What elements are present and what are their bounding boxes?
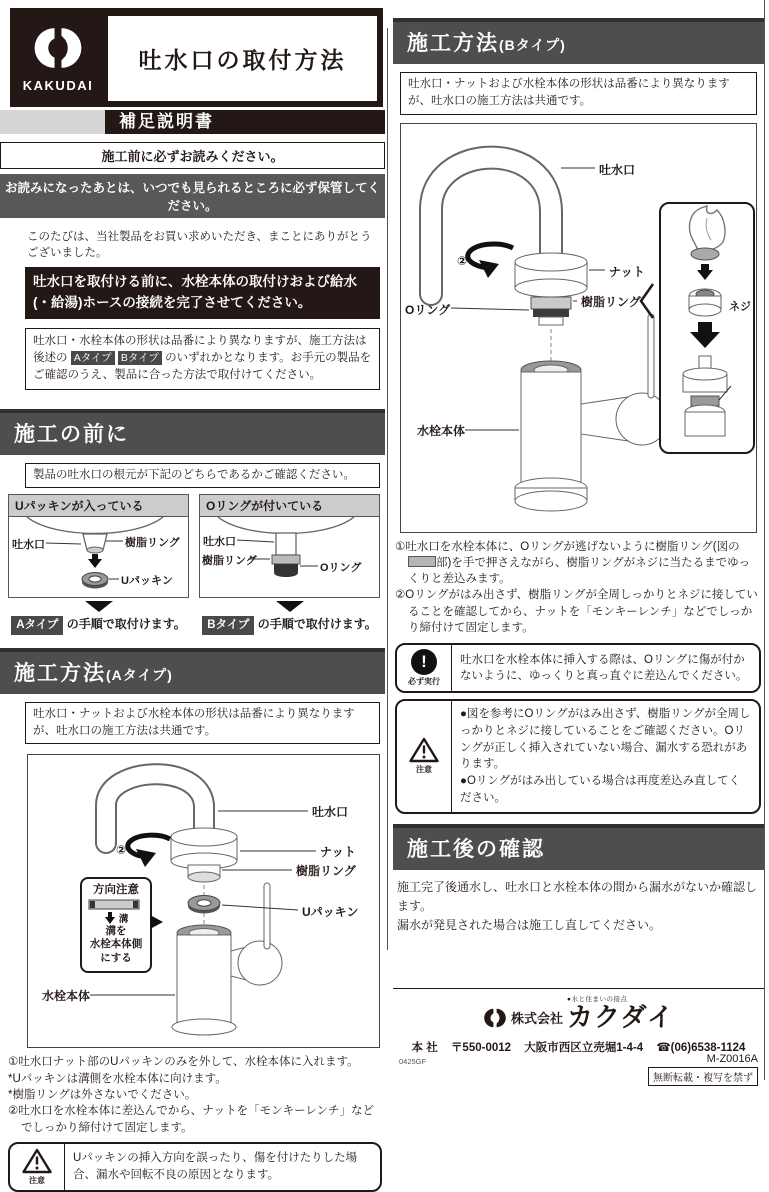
- method-b-heading-sub: (Bタイプ): [499, 37, 566, 53]
- section-before-install: 施工の前に: [0, 409, 385, 455]
- company-name-stack: [567, 997, 674, 1030]
- keep-note: お読みになったあとは、いつでも見られるところに必ず保管してください。: [0, 174, 385, 218]
- page-right-edge: [764, 0, 765, 1080]
- step-b-2: ②Oリングがはみ出さず、樹脂リングが全周しっかりとネジに接していることを確認してから、ナットを「モンキーレンチ」などでしっかり締付けて固定します。: [395, 589, 758, 635]
- caution-label: 注意: [416, 765, 432, 775]
- packing-section-icon: [86, 898, 146, 911]
- method-a-steps: [8, 1054, 381, 1136]
- execute-label: 必ず実行: [408, 677, 440, 687]
- method-b-common-note: 吐水口・ナットおよび水栓本体の形状は品番により異なりますが、吐水口の施工方法は共通です。: [400, 72, 757, 115]
- caution-b-item1: ●図を参考にOリングがはみ出さず、樹脂リングが全周しっかりとネジに接していることをご確認ください。Oリングが正しく挿入されていない場合、漏水する恐れがあります。: [460, 708, 751, 771]
- type-note-post: のいずれかとなります。お手元の製品をご確認のうえ、製品に合った方法で取付けてください。: [33, 352, 372, 382]
- supplement-gray-block: [0, 110, 105, 134]
- label-resin-ring: 樹脂リング: [581, 294, 641, 309]
- down-triangle-icon: [85, 601, 113, 612]
- b-type-instruction-text: の手順で取付けます。: [257, 616, 377, 631]
- label-resin-ring: 樹脂リング: [296, 864, 356, 879]
- label-u-packing: Uパッキン: [302, 905, 359, 920]
- type-note-pre: 吐水口・水栓本体の形状は品番により異なりますが、施工方法は後述の: [33, 334, 367, 365]
- brand-text: KAKUDAI: [22, 78, 94, 93]
- u-packing-diagram: [9, 517, 188, 597]
- step-b-1-post: 部)を手で押さえながら、樹脂リングがネジに当たるまでゆっくりと差込みます。: [408, 556, 750, 586]
- groove-label: 溝: [118, 914, 129, 926]
- kakudai-mark-icon: [32, 22, 84, 74]
- label-step2: ②: [116, 843, 127, 858]
- label-spout: 吐水口: [203, 535, 236, 548]
- caution-icon-cell: [10, 1144, 65, 1190]
- step-a-note2: *樹脂リングは外さないでください。: [8, 1089, 197, 1101]
- label-spout: 吐水口: [12, 538, 45, 551]
- caution-box-a: [8, 1142, 382, 1192]
- callout-line3: にする: [100, 951, 132, 964]
- kakudai-mark-icon: [483, 1006, 507, 1030]
- label-o-ring: Oリング: [405, 302, 451, 317]
- hq-label: 本 社: [411, 1042, 438, 1054]
- callout-line2: 水栓本体側: [89, 938, 143, 951]
- title-block: [10, 8, 383, 107]
- doc-number: M-Z0016A: [706, 1053, 758, 1065]
- label-resin-ring: 樹脂リング: [125, 536, 180, 549]
- callout-line1: 溝を: [105, 925, 127, 938]
- method-b-heading: 施工方法: [407, 32, 499, 55]
- direction-callout: [80, 877, 152, 973]
- doc-code-left: 0425GF: [399, 1057, 427, 1066]
- type-check-pair: [8, 494, 380, 635]
- o-ring-column: [199, 494, 380, 635]
- o-ring-box: [199, 494, 380, 598]
- a-type-instruction-text: の手順で取付けます。: [66, 616, 186, 631]
- after-line1: 施工完了後通水し、吐水口と水栓本体の間から漏水がないか確認します。: [397, 879, 758, 913]
- caution-box-b: [395, 699, 761, 813]
- execute-icon-cell: [397, 645, 452, 691]
- caution-text-b: [452, 701, 759, 811]
- method-a-heading: 施工方法: [14, 661, 106, 685]
- step-a-2: ②吐水口を水栓本体に差込んでから、ナットを「モンキーレンチ」などでしっかり締付けて固定します。: [8, 1105, 375, 1134]
- after-line2: 漏水が発見された場合は施工し直してください。: [397, 917, 662, 932]
- supplement-row: [0, 110, 385, 134]
- badge-a: Aタイプ: [71, 351, 115, 365]
- a-type-instruction: [8, 615, 189, 635]
- label-body: 水栓本体: [417, 423, 466, 438]
- label-spout: 吐水口: [312, 805, 349, 820]
- label-o-ring: Oリング: [320, 561, 362, 574]
- section-after-install: 施工後の確認: [393, 824, 764, 870]
- label-nut: ナット: [320, 845, 356, 860]
- caution-icon-cell: [397, 701, 452, 811]
- section-method-a: [0, 648, 385, 694]
- phone-number: ☎(06)6538-1124: [656, 1042, 746, 1054]
- resin-ring-swatch: [408, 556, 436, 567]
- company-prefix: 株式会社: [511, 1010, 564, 1026]
- must-do-icon: !: [411, 649, 437, 675]
- insert-inset: [659, 202, 755, 454]
- step-b-1-pre: ①吐水口を水栓本体に、Oリングが逃げないように樹脂リング(図の: [395, 540, 740, 553]
- label-spout: 吐水口: [599, 162, 636, 177]
- label-body: 水栓本体: [42, 989, 91, 1004]
- inset-figure-icon: [661, 204, 749, 448]
- callout-title: 方向注意: [93, 884, 139, 897]
- footer: [393, 988, 764, 1084]
- column-divider: [387, 28, 388, 950]
- method-a-common-note: 吐水口・ナットおよび水栓本体の形状は品番により異なりますが、吐水口の施工方法は共通です。: [25, 702, 380, 745]
- after-install-text: [397, 878, 760, 936]
- badge-b-type: Bタイプ: [202, 616, 254, 635]
- label-u-packing: Uパッキン: [121, 574, 173, 587]
- label-step2: ②: [457, 253, 468, 268]
- callout-tail-icon: [150, 915, 163, 929]
- requirement-note: 吐水口を取付ける前に、水栓本体の取付けおよび給水(・給湯)ホースの接続を完了させてください。: [25, 267, 380, 319]
- u-packing-box: [8, 494, 189, 598]
- doc-code-right: [648, 1053, 758, 1086]
- warning-triangle-icon: [22, 1148, 52, 1174]
- check-note: 製品の吐水口の根元が下記のどちらであるかご確認ください。: [25, 463, 380, 488]
- company-name: カクダイ: [567, 1001, 674, 1032]
- warning-triangle-icon: [409, 737, 439, 763]
- right-column: [393, 18, 764, 935]
- type-note: [25, 328, 380, 390]
- address-text: 大阪市西区立売堀1-4-4: [524, 1042, 644, 1054]
- method-b-steps: [395, 539, 761, 637]
- caution-label: 注意: [29, 1175, 45, 1185]
- caution-b-item2: ●Oリングがはみ出している場合は再度差込み直してください。: [460, 775, 741, 804]
- company-logo-row: [393, 997, 764, 1030]
- left-column: [0, 8, 385, 1192]
- o-ring-diagram: [200, 517, 379, 597]
- method-a-heading-sub: (Aタイプ): [106, 666, 173, 683]
- step-a-note1: *Uパッキンは溝側を水栓本体に向けます。: [8, 1072, 227, 1085]
- down-arrow-icon: [104, 912, 116, 924]
- groove-arrow-row: [82, 911, 150, 925]
- copyright-notice: 無断転載・複写を禁ず: [648, 1067, 758, 1086]
- u-packing-box-header: Uパッキンが入っている: [9, 495, 188, 517]
- supplement-title: 補足説明書: [105, 110, 385, 134]
- label-nut: ナット: [609, 264, 645, 279]
- company-tagline: ●水と住まいの接点: [567, 996, 628, 1003]
- step-a-1: ①吐水口ナット部のUパッキンのみを外して、水栓本体に入れます。: [8, 1056, 359, 1069]
- u-packing-column: [8, 494, 189, 635]
- badge-b: Bタイプ: [118, 351, 162, 365]
- badge-a-type: Aタイプ: [11, 616, 63, 635]
- o-ring-box-header: Oリングが付いている: [200, 495, 379, 517]
- label-screw: ネジ: [729, 300, 751, 313]
- execute-text: 吐水口を水栓本体に挿入する際は、Oリングに傷が付かないように、ゆっくりと真っ直ぐに差込んでください。: [460, 653, 748, 683]
- step-b-1: [395, 539, 761, 588]
- method-b-diagram: [400, 123, 757, 533]
- execute-box: [395, 643, 761, 693]
- postal-code: 〒550-0012: [450, 1042, 512, 1054]
- b-type-instruction: [199, 615, 380, 635]
- section-method-b: [393, 18, 764, 64]
- down-triangle-icon: [276, 601, 304, 612]
- thanks-note: このたびは、当社製品をお買い求めいただき、まことにありがとうございました。: [27, 231, 372, 259]
- method-a-diagram: [27, 754, 380, 1048]
- kakudai-logo: [10, 8, 106, 107]
- read-before-note: 施工前に必ずお読みください。: [0, 142, 385, 169]
- label-resin-ring: 樹脂リング: [202, 554, 257, 567]
- page-title: 吐水口の取付方法: [108, 16, 377, 101]
- caution-text-a: Uパッキンの挿入方向を誤ったり、傷を付けたりした場合、漏水や回転不良の原因となります。: [73, 1152, 358, 1181]
